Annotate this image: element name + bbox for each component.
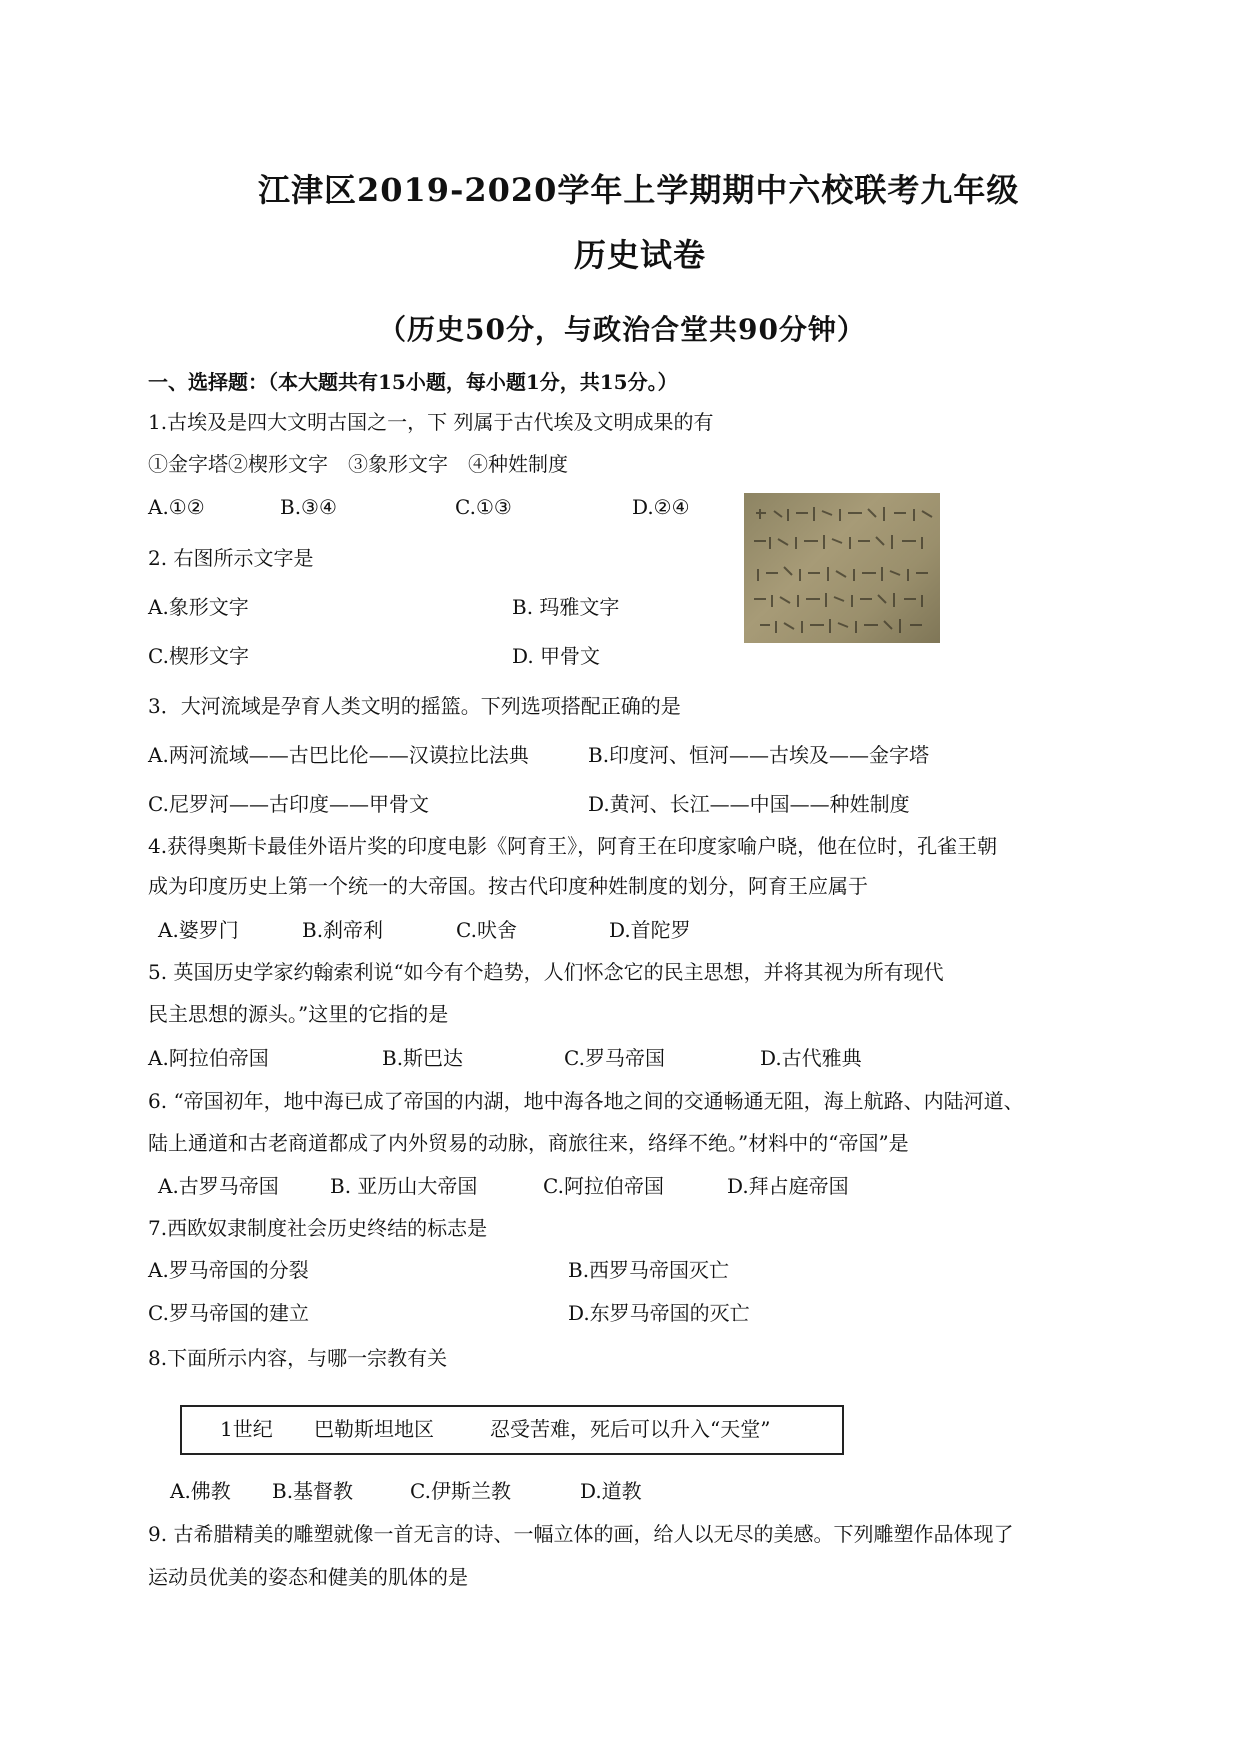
question-3-option-d: D.黄河、长江——中国——种姓制度 — [588, 792, 910, 816]
question-7-stem: 7.西欧奴隶制度社会历史终结的标志是 — [148, 1216, 488, 1240]
question-2-option-c: C.楔形文字 — [148, 644, 249, 668]
question-6-option-c: C.阿拉伯帝国 — [543, 1174, 664, 1198]
question-5-option-b: B.斯巴达 — [382, 1046, 464, 1070]
question-3-option-b: B.印度河、恒河——古埃及——金字塔 — [588, 743, 930, 767]
question-4-option-d: D.首陀罗 — [609, 918, 691, 942]
question-2-option-a: A.象形文字 — [148, 595, 249, 619]
question-4-stem-line-1: 4.获得奥斯卡最佳外语片奖的印度电影《阿育王》，阿育王在印度家喻户晓，他在位时，孔雀王朝 — [148, 834, 998, 858]
question-9-stem-line-1: 9. 古希腊精美的雕塑就像一首无言的诗、一幅立体的画，给人以无尽的美感。下列雕塑作品体现了 — [148, 1522, 1014, 1546]
section-heading: 一、选择题：（本大题共有15小题，每小题1分，共15分。） — [148, 370, 678, 394]
question-8-option-a: A.佛教 — [170, 1479, 231, 1503]
question-1-stem: 1.古埃及是四大文明古国之一，下 列属于古代埃及文明成果的有 — [148, 410, 714, 434]
question-8-stem: 8.下面所示内容，与哪一宗教有关 — [148, 1346, 448, 1370]
cuneiform-marks — [744, 493, 940, 643]
question-1-items: ①金字塔②楔形文字 ③象形文字 ④种姓制度 — [148, 452, 568, 476]
question-6-stem-line-2: 陆上通道和古老商道都成了内外贸易的动脉，商旅往来，络绎不绝。”材料中的“帝国”是 — [148, 1131, 909, 1155]
question-7-option-d: D.东罗马帝国的灭亡 — [568, 1301, 750, 1325]
question-1-option-a: A.①② — [148, 495, 205, 519]
question-3-option-a: A.两河流域——古巴比伦——汉谟拉比法典 — [148, 743, 529, 767]
question-5-option-c: C.罗马帝国 — [564, 1046, 665, 1070]
question-1-option-b: B.③④ — [280, 495, 337, 519]
question-6-option-d: D.拜占庭帝国 — [727, 1174, 849, 1198]
question-3-stem: 3．大河流域是孕育人类文明的摇篮。下列选项搭配正确的是 — [148, 694, 681, 718]
question-6-stem-line-1: 6. “帝国初年，地中海已成了帝国的内湖，地中海各地之间的交通畅通无阻，海上航路、内陆河道、 — [148, 1089, 1024, 1113]
question-7-option-b: B.西罗马帝国灭亡 — [568, 1258, 730, 1282]
question-5-stem-line-1: 5. 英国历史学家约翰索利说“如今有个趋势，人们怀念它的民主思想，并将其视为所有现代 — [148, 960, 944, 984]
question-7-option-c: C.罗马帝国的建立 — [148, 1301, 309, 1325]
question-2-stem: 2. 右图所示文字是 — [148, 546, 314, 570]
material-era: 1世纪 — [220, 1417, 273, 1441]
question-5-option-d: D.古代雅典 — [760, 1046, 862, 1070]
question-6-option-b: B. 亚历山大帝国 — [330, 1174, 478, 1198]
exam-duration-note: （历史50分，与政治合堂共90分钟） — [378, 313, 866, 346]
question-8-option-d: D.道教 — [580, 1479, 642, 1503]
question-6-option-a: A.古罗马帝国 — [158, 1174, 279, 1198]
cuneiform-tablet-image — [744, 493, 940, 643]
question-5-option-a: A.阿拉伯帝国 — [148, 1046, 269, 1070]
question-4-option-a: A.婆罗门 — [158, 918, 239, 942]
question-1-option-c: C.①③ — [455, 495, 512, 519]
material-region: 巴勒斯坦地区 — [314, 1417, 434, 1441]
question-4-stem-line-2: 成为印度历史上第一个统一的大帝国。按古代印度种姓制度的划分，阿育王应属于 — [148, 874, 868, 898]
page-subtitle: 历史试卷 — [574, 236, 707, 274]
question-9-stem-line-2: 运动员优美的姿态和健美的肌体的是 — [148, 1565, 468, 1589]
material-belief: 忍受苦难，死后可以升入“天堂” — [490, 1417, 771, 1441]
question-4-option-c: C.吠舍 — [456, 918, 517, 942]
question-1-option-d: D.②④ — [632, 495, 690, 519]
question-8-option-c: C.伊斯兰教 — [410, 1479, 511, 1503]
question-4-option-b: B.刹帝利 — [302, 918, 384, 942]
question-2-option-b: B. 玛雅文字 — [512, 595, 620, 619]
question-3-option-c: C.尼罗河——古印度——甲骨文 — [148, 792, 429, 816]
question-2-option-d: D. 甲骨文 — [512, 644, 601, 668]
question-5-stem-line-2: 民主思想的源头。”这里的它指的是 — [148, 1002, 449, 1026]
question-7-option-a: A.罗马帝国的分裂 — [148, 1258, 309, 1282]
question-8-option-b: B.基督教 — [272, 1479, 354, 1503]
page-title: 江津区2019-2020学年上学期期中六校联考九年级 — [258, 171, 1020, 209]
